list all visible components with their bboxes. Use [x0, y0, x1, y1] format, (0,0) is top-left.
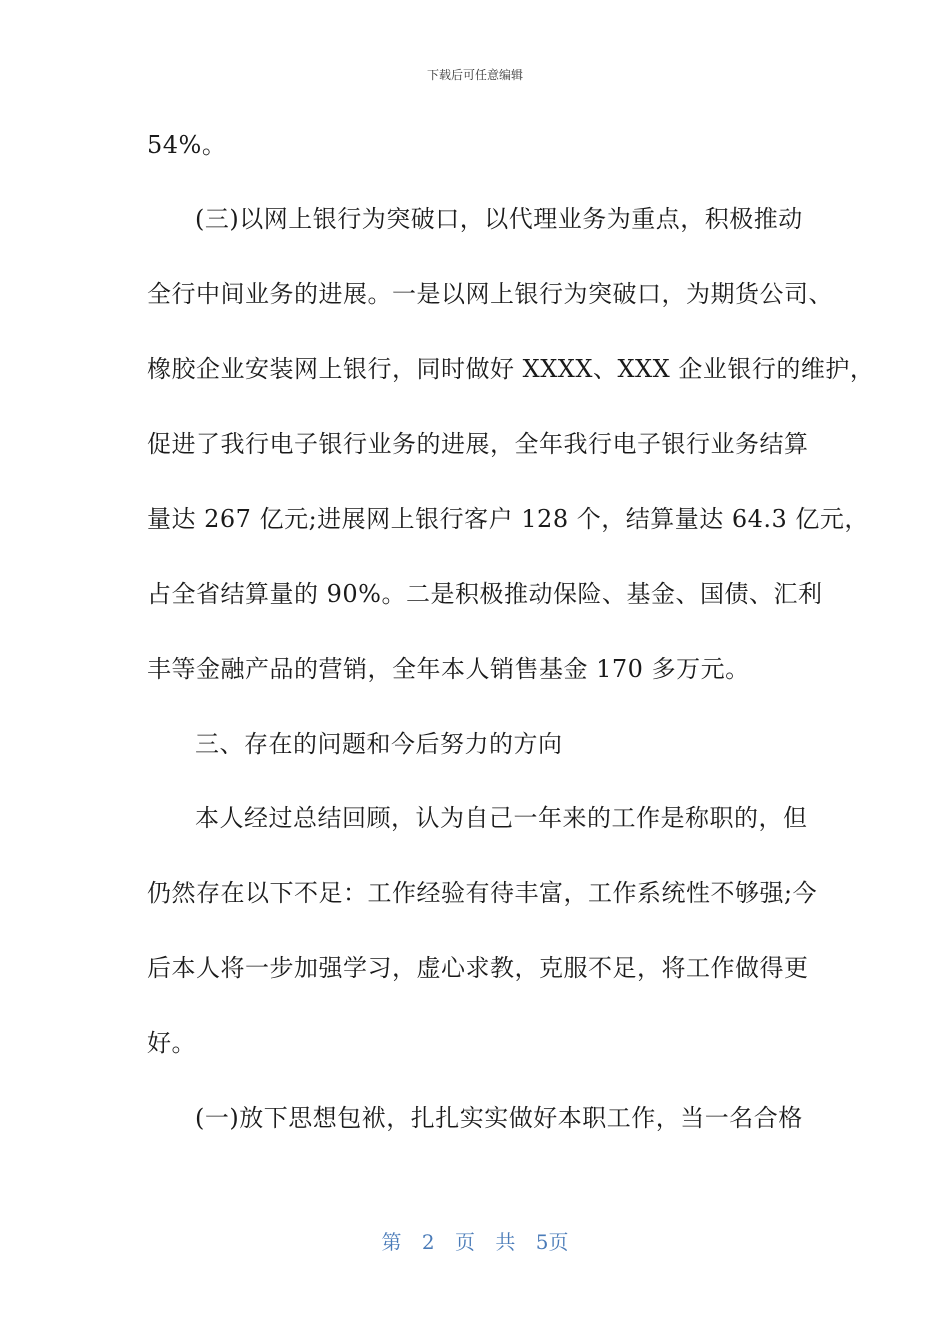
- body-line: 促进了我行电子银行业务的进展，全年我行电子银行业务结算: [147, 430, 809, 458]
- section-heading: (一)放下思想包袱，扎扎实实做好本职工作，当一名合格: [195, 1104, 803, 1132]
- footer-prefix: 第: [381, 1230, 402, 1254]
- section-heading: 三、存在的问题和今后努力的方向: [195, 730, 563, 758]
- body-line: 橡胶企业安装网上银行，同时做好 XXXX、XXX 企业银行的维护，: [147, 355, 875, 383]
- body-line: 全行中间业务的进展。一是以网上银行为突破口，为期货公司、: [147, 280, 833, 308]
- footer-page-unit: 页: [455, 1230, 475, 1254]
- body-line: 54%。: [147, 131, 227, 159]
- body-line: 丰等金融产品的营销，全年本人销售基金 170 多万元。: [147, 655, 750, 683]
- body-line: 好。: [147, 1029, 196, 1057]
- page-footer: [0, 1226, 950, 1255]
- footer-page-number: 2: [421, 1230, 435, 1254]
- body-line: 量达 267 亿元;进展网上银行客户 128 个，结算量达 64.3 亿元，: [147, 505, 869, 533]
- section-heading: (三)以网上银行为突破口，以代理业务为重点，积极推动: [195, 205, 803, 233]
- body-line: 占全省结算量的 90%。二是积极推动保险、基金、国债、汇利: [147, 580, 823, 608]
- body-line: 本人经过总结回顾，认为自己一年来的工作是称职的，但: [195, 804, 808, 832]
- body-line: 仍然存在以下不足：工作经验有待丰富，工作系统性不够强;今: [147, 879, 818, 907]
- page-header: 下载后可任意编辑: [426, 68, 523, 82]
- footer-total-prefix: 共: [495, 1230, 516, 1254]
- body-line: 后本人将一步加强学习，虚心求教，克服不足，将工作做得更: [147, 954, 809, 982]
- footer-total-pages: 5页: [535, 1230, 569, 1254]
